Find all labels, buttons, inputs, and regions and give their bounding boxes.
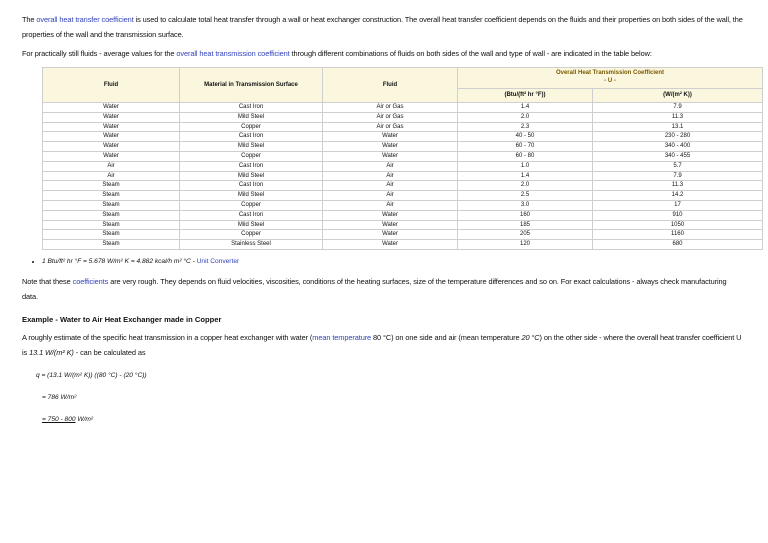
table-cell: Copper [180,122,323,132]
table-cell: 2.0 [458,112,593,122]
table-cell: Stainless Steel [180,240,323,250]
table-cell: 680 [593,240,763,250]
table-row [43,181,763,191]
table-row [43,240,763,250]
table-row [43,210,763,220]
table-cell: 185 [458,220,593,230]
article [22,12,744,426]
table-cell: Mild Steel [180,142,323,152]
table-row [43,200,763,210]
table-cell: 1.0 [458,161,593,171]
table-row [43,122,763,132]
table-row [43,151,763,161]
table-cell: Air [323,200,458,210]
table-cell: Cast Iron [180,161,323,171]
table-cell: 11.3 [593,112,763,122]
table-cell: 205 [458,230,593,240]
table-cell: 5.7 [593,161,763,171]
table-cell: 14.2 [593,191,763,201]
note-text: Note that these [22,276,73,286]
table-cell: 40 - 50 [458,132,593,142]
formula-line-2: = 786 W/m² [42,393,77,401]
table-cell: Steam [43,240,180,250]
conversion-text: 1 Btu/ft² hr °F = 5.678 W/m² K = 4.882 kcal/h m² °C - [42,257,197,265]
table-cell: Air or Gas [323,103,458,113]
table-cell: 7.9 [593,171,763,181]
table-cell: Water [323,132,458,142]
overall-heat-transfer-coefficient-link[interactable]: overall heat transfer coefficient [36,15,134,24]
table-cell: 7.9 [593,103,763,113]
table-row [43,191,763,201]
table-cell: 2.3 [458,122,593,132]
example-text: 80 °C) on one side and air (mean temperature [371,332,522,342]
conversion-list [22,256,744,268]
table-cell: Water [43,103,180,113]
table-cell: Cast Iron [180,132,323,142]
unit-converter-link[interactable]: Unit Converter [196,257,240,265]
formula-line-3 [42,414,744,426]
table-row [43,112,763,122]
table-cell: Water [43,132,180,142]
intro-paragraph-2 [22,46,744,61]
table-cell: Steam [43,230,180,240]
note-paragraph [22,274,744,304]
formula-line-1: q = (13.1 W/(m² K)) ((80 °C) - (20 °C)) [36,371,147,379]
header-unit-imperial: (Btu/(ft² hr °F)) [458,88,593,102]
header-overall-line-2: - U - [604,77,616,84]
table-cell: Cast Iron [180,103,323,113]
intro-text: The [22,15,37,24]
table-row [43,161,763,171]
intro-text: For practically still fluids - average values for the [22,49,177,58]
table-cell: 13.1 [593,122,763,132]
table-cell: 17 [593,200,763,210]
note-text: are very rough. They depends on fluid velocities, viscosities, conditions of the heating surfaces, size of the temperature differences and so on. For exact calculations - always check manufacturing data. [22,276,727,301]
table-cell: Steam [43,200,180,210]
table-cell: Water [323,210,458,220]
table-cell: Cast Iron [180,181,323,191]
coefficients-link[interactable]: coefficients [72,276,109,286]
header-unit-si: (W/(m² K)) [593,88,763,102]
table-cell: Water [323,151,458,161]
table-cell: 340 - 455 [593,151,763,161]
table-cell: Air [323,171,458,181]
table-cell: Water [43,122,180,132]
table-row [43,230,763,240]
table-cell: Water [43,142,180,152]
intro-paragraph-1 [22,12,744,42]
formula-result-range: = 750 - 800 [42,415,76,423]
example-temp: 20 °C [521,332,540,342]
header-fluid-1: Fluid [43,68,180,103]
header-fluid-2: Fluid [323,68,458,103]
table-row [43,103,763,113]
table-cell: Mild Steel [180,112,323,122]
table-cell: Water [43,112,180,122]
table-cell: 910 [593,210,763,220]
table-cell: Mild Steel [180,171,323,181]
table-cell: 1.4 [458,103,593,113]
table-cell: Copper [180,200,323,210]
table-cell: Air or Gas [323,122,458,132]
table-row [43,132,763,142]
example-paragraph [22,330,744,360]
table-cell: 120 [458,240,593,250]
table-cell: Steam [43,220,180,230]
table-row [43,142,763,152]
overall-heat-transmission-coefficient-link[interactable]: overall heat transmission coefficient [176,49,290,58]
table-cell: Water [323,230,458,240]
table-cell: Air [43,171,180,181]
header-overall-line-1: Overall Heat Transmission Coefficient [555,70,665,77]
table-cell: Steam [43,210,180,220]
intro-text: through different combinations of fluids on both sides of the wall and type of wall - are indicated in the table below: [289,49,652,58]
table-cell: Steam [43,191,180,201]
table-cell: Cast Iron [180,210,323,220]
formula-result-unit: W/m² [75,415,94,423]
example-text: A roughly estimate of the specific heat transmission in a copper heat exchanger with water ( [22,332,313,342]
table-cell: Water [43,151,180,161]
example-text: ) on the other side - where the overall heat transfer coefficient U is [22,332,742,357]
intro-text: is used to calculate total heat transfer through a wall or heat exchanger construction. The overall heat transfer coefficient depends on the fluids and their properties on both sides of the wall, the properties of the wall and the transmission surface. [22,15,743,39]
example-text: - can be calculated as [73,347,146,357]
table-cell: Mild Steel [180,220,323,230]
table-cell: 2.0 [458,181,593,191]
table-cell: 1.4 [458,171,593,181]
table-cell: Air [43,161,180,171]
example-u-value: 13.1 W/(m² K) [29,347,74,357]
header-overall-coefficient [458,68,763,89]
table-cell: 60 - 80 [458,151,593,161]
table-body [43,103,763,250]
table-row [43,171,763,181]
table-cell: 340 - 400 [593,142,763,152]
table-cell: Air [323,161,458,171]
table-row [43,220,763,230]
table-cell: 3.0 [458,200,593,210]
table-cell: Air [323,191,458,201]
table-cell: 1050 [593,220,763,230]
header-material: Material in Transmission Surface [180,68,323,103]
table-cell: Water [323,220,458,230]
heat-transfer-coefficient-table [42,67,763,250]
table-cell: Water [323,142,458,152]
table-cell: 160 [458,210,593,220]
table-cell: Water [323,240,458,250]
table-cell: Mild Steel [180,191,323,201]
table-cell: Copper [180,230,323,240]
table-cell: 1160 [593,230,763,240]
example-heading: Example - Water to Air Heat Exchanger made in Copper [22,314,222,324]
table-cell: 230 - 280 [593,132,763,142]
table-cell: Steam [43,181,180,191]
conversion-item [42,256,744,268]
table-cell: 11.3 [593,181,763,191]
table-cell: 60 - 70 [458,142,593,152]
table-cell: 2.5 [458,191,593,201]
table-cell: Air or Gas [323,112,458,122]
mean-temperature-link[interactable]: mean temperature [312,332,372,342]
table-cell: Copper [180,151,323,161]
table-cell: Air [323,181,458,191]
